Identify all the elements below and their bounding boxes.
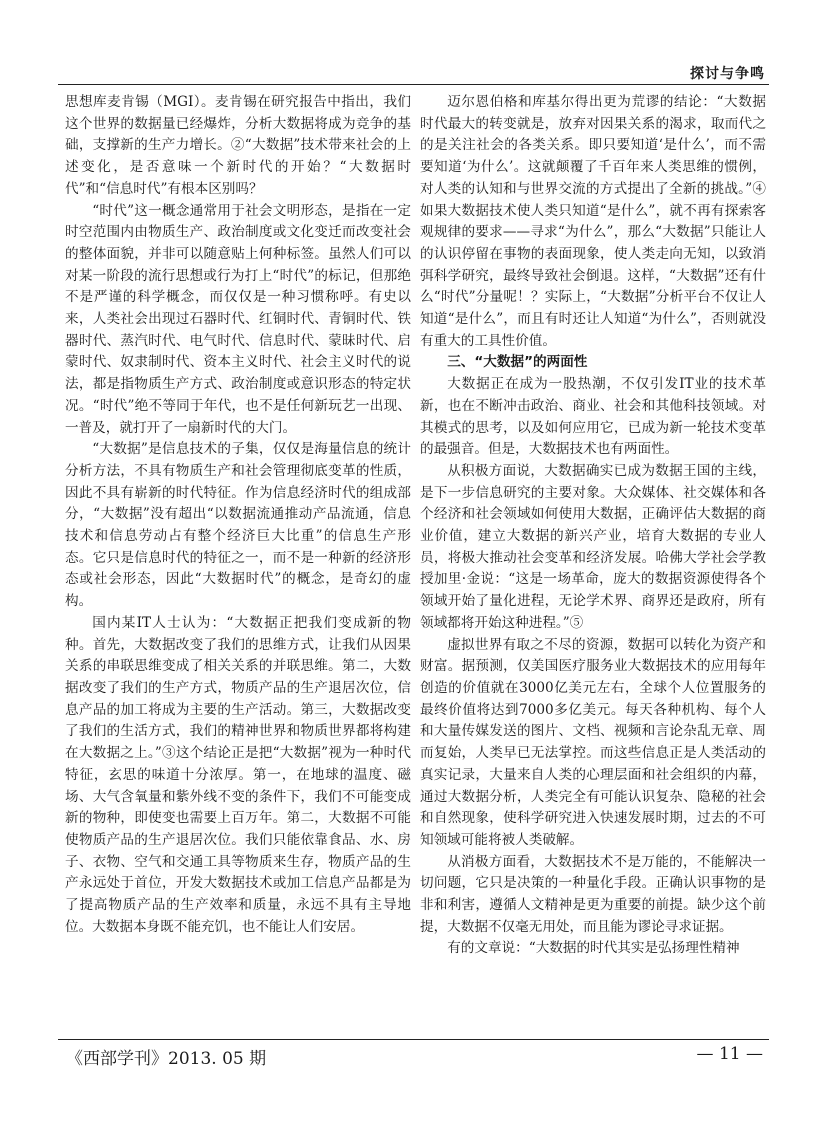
paragraph: 从积极方面说，大数据确实已成为数据王国的主线，是下一步信息研究的主要对象。大众媒体、社交媒体和各个经济和社会领域如何使用大数据，正确评估大数据的商业价值，建立大数据的新兴产业，培育大数据的专业人员，将极大推动社会变革和经济发展。哈佛大学社会学教授加里·金说：“这是一场革命，庞大的数据资源使得各个领域开始了量化进程，无论学术界、商界还是政府，所有领域都将开始这种进程。”⑤ — [420, 462, 766, 631]
paragraph: “大数据”是信息技术的子集，仅仅是海量信息的统计分析方法，不具有物质生产和社会管理彻底变革的性质，因此不具有崭新的时代特征。作为信息经济时代的组成部分，“大数据”没有超出“以数据流通推动产品流通，信息技术和信息劳动占有整个经济巨大比重”的信息生产形态。它只是信息时代的特征之一，而不是一种新的经济形态或社会形态，因此“大数据时代”的概念，是奇幻的虚构。 — [65, 441, 411, 610]
right-column — [420, 92, 766, 960]
paragraph: “时代”这一概念通常用于社会文明形态，是指在一定时空范围内由物质生产、政治制度或文化变迁而改变社会的整体面貌，并非可以随意贴上何种标签。虽然人们可以对某一阶段的流行思想或行为打上“时代”的标记，但那绝不是严谨的科学概念，而仅仅是一种习惯称呼。有史以来，人类社会出现过石器时代、红铜时代、青铜时代、铁器时代、蒸汽时代、电气时代、信息时代、蒙昧时代、启蒙时代、奴隶制时代、资本主义时代、社会主义时代的说法，都是指物质生产方式、政治制度或意识形态的特定状况。“时代”绝不等同于年代，也不是任何新玩艺一出现、一普及，就打开了一扇新时代的大门。 — [65, 202, 411, 436]
paragraph: 大数据正在成为一股热潮，不仅引发IT业的技术革新，也在不断冲击政治、商业、社会和其他科技领域。对其模式的思考，以及如何应用它，已成为新一轮技术变革的最强音。但是，大数据技术也有两面性。 — [420, 376, 766, 458]
paragraph: 迈尔恩伯格和库基尔得出更为荒谬的结论：“大数据时代最大的转变就是，放弃对因果关系的渴求，取而代之的是关注社会的各类关系。即只要知道‘是什么’，而不需要知道‘为什么’。这就颠覆了千百年来人类思维的惯例，对人类的认知和与世界交流的方式提出了全新的挑战。”④如果大数据技术使人类只知道“是什么”，就不再有探索客观规律的要求——寻求“为什么”，那么“大数据”只能让人的认识停留在事物的表面现象，使人类走向无知，以致消弭科学研究，最终导致社会倒退。这样，“大数据”还有什么“时代”分量呢！？实际上，“大数据”分析平台不仅让人知道“是什么”，而且有时还让人知道“为什么”，否则就没有重大的工具性价值。 — [420, 94, 766, 349]
section-label: 探讨与争鸣 — [690, 66, 765, 82]
journal-name: 《西部学刊》2013. 05 期 — [66, 1049, 267, 1069]
page-number: — 11 — — [696, 1044, 763, 1064]
paragraph: 思想库麦肯锡（MGI）。麦肯锡在研究报告中指出，我们这个世界的数据量已经爆炸，分析大数据将成为竞争的基础，支撑新的生产力增长。②“大数据”技术带来社会的上述变化，是否意味一个新时代的开始？“大数据时代”和“信息时代”有根本区别吗？ — [65, 94, 411, 197]
section-heading: 三、“大数据”的两面性 — [447, 354, 588, 371]
paragraph: 从消极方面看，大数据技术不是万能的，不能解决一切问题，它只是决策的一种量化手段。正确认识事物的是非和利害，遵循人文精神是更为重要的前提。缺少这个前提，大数据不仅毫无用处，而且能为谬论寻求证据。 — [420, 853, 766, 935]
header-rule — [58, 84, 769, 85]
footer-rule — [58, 1039, 769, 1040]
paragraph: 虚拟世界有取之不尽的资源，数据可以转化为资产和财富。据预测，仅美国医疗服务业大数据技术的应用每年创造的价值就在3000亿美元左右，全球个人位置服务的最终价值将达到7000多亿美元。每天各种机构、每个人和大量传媒发送的图片、文档、视频和言论杂乱无章、周而复始，人类早已无法掌控。而这些信息正是人类活动的真实记录，大量来自人类的心理层面和社会组织的内幕，通过大数据分析，人类完全有可能认识复杂、隐秘的社会和自然现象，使科学研究进入快速发展时期，过去的不可知领域可能将被人类破解。 — [420, 636, 766, 848]
paragraph: 国内某IT人士认为：“大数据正把我们变成新的物种。首先，大数据改变了我们的思维方式，让我们从因果关系的串联思维变成了相关关系的并联思维。第二，大数据改变了我们的生产方式，物质产品的生产退居次位，信息产品的加工将成为主要的生产活动。第三，大数据改变了我们的生活方式，我们的精神世界和物质世界都将构建在大数据之上。”③这个结论正是把“大数据”视为一种时代特征，玄思的味道十分浓厚。第一，在地球的温度、磁场、大气含氧量和紫外线不变的条件下，我们不可能变成新的物种，即使变也需要上百万年。第二，大数据不可能使物质产品的生产退居次位。我们只能依靠食品、水、房子、衣物、空气和交通工具等物质来生存，物质产品的生产永远处于首位，开发大数据技术或加工信息产品都是为了提高物质产品的生产效率和质量，永远不具有主导地位。大数据本身既不能充饥，也不能让人们安居。 — [65, 614, 411, 935]
left-column — [65, 92, 411, 938]
paragraph: 有的文章说：“大数据的时代其实是弘扬理性精神 — [447, 940, 740, 957]
